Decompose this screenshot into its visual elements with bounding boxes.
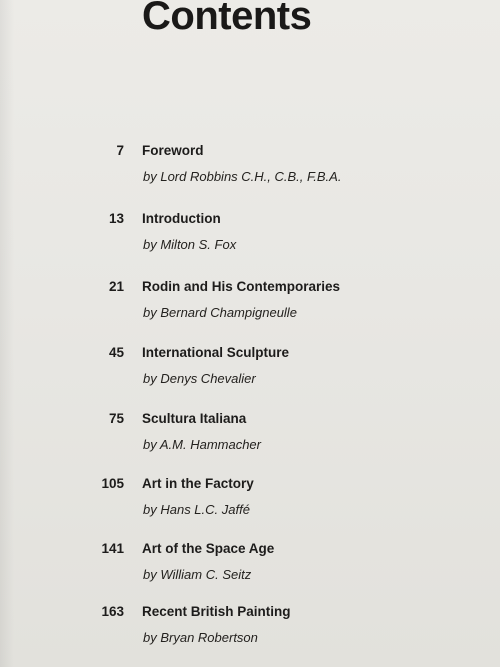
toc-entry-title: Art in the Factory [142, 476, 254, 491]
toc-entry-author: by Hans L.C. Jaffé [143, 502, 250, 517]
toc-page-number: 163 [101, 604, 124, 619]
toc-entry-author: by Denys Chevalier [143, 371, 256, 386]
toc-entry-author: by William C. Seitz [143, 567, 252, 582]
toc-entry-title: Foreword [142, 143, 204, 158]
toc-entry-title: Art of the Space Age [142, 541, 275, 556]
toc-entry-author: by Bernard Champigneulle [143, 305, 297, 320]
toc-entry-title: Scultura Italiana [142, 411, 247, 426]
toc-entry-author: by A.M. Hammacher [143, 437, 261, 452]
toc-entry-author: by Lord Robbins C.H., C.B., F.B.A. [143, 169, 342, 184]
page-edge-shadow [0, 0, 14, 667]
page-title: Contents [142, 0, 312, 38]
toc-entry-title: International Sculpture [142, 345, 290, 360]
toc-entry-author: by Milton S. Fox [143, 237, 237, 252]
toc-page-number: 7 [116, 143, 124, 158]
toc-page-number: 75 [108, 411, 124, 426]
toc-page-number: 141 [101, 541, 124, 556]
toc-entry-title: Rodin and His Contemporaries [142, 279, 341, 294]
toc-page-number: 13 [108, 211, 124, 226]
toc-page-number: 105 [101, 476, 124, 491]
toc-entry-author: by Bryan Robertson [143, 630, 258, 645]
toc-page-number: 21 [108, 279, 124, 294]
toc-entry-title: Recent British Painting [142, 604, 291, 619]
toc-page-number: 45 [108, 345, 124, 360]
toc-entry-title: Introduction [142, 211, 221, 226]
